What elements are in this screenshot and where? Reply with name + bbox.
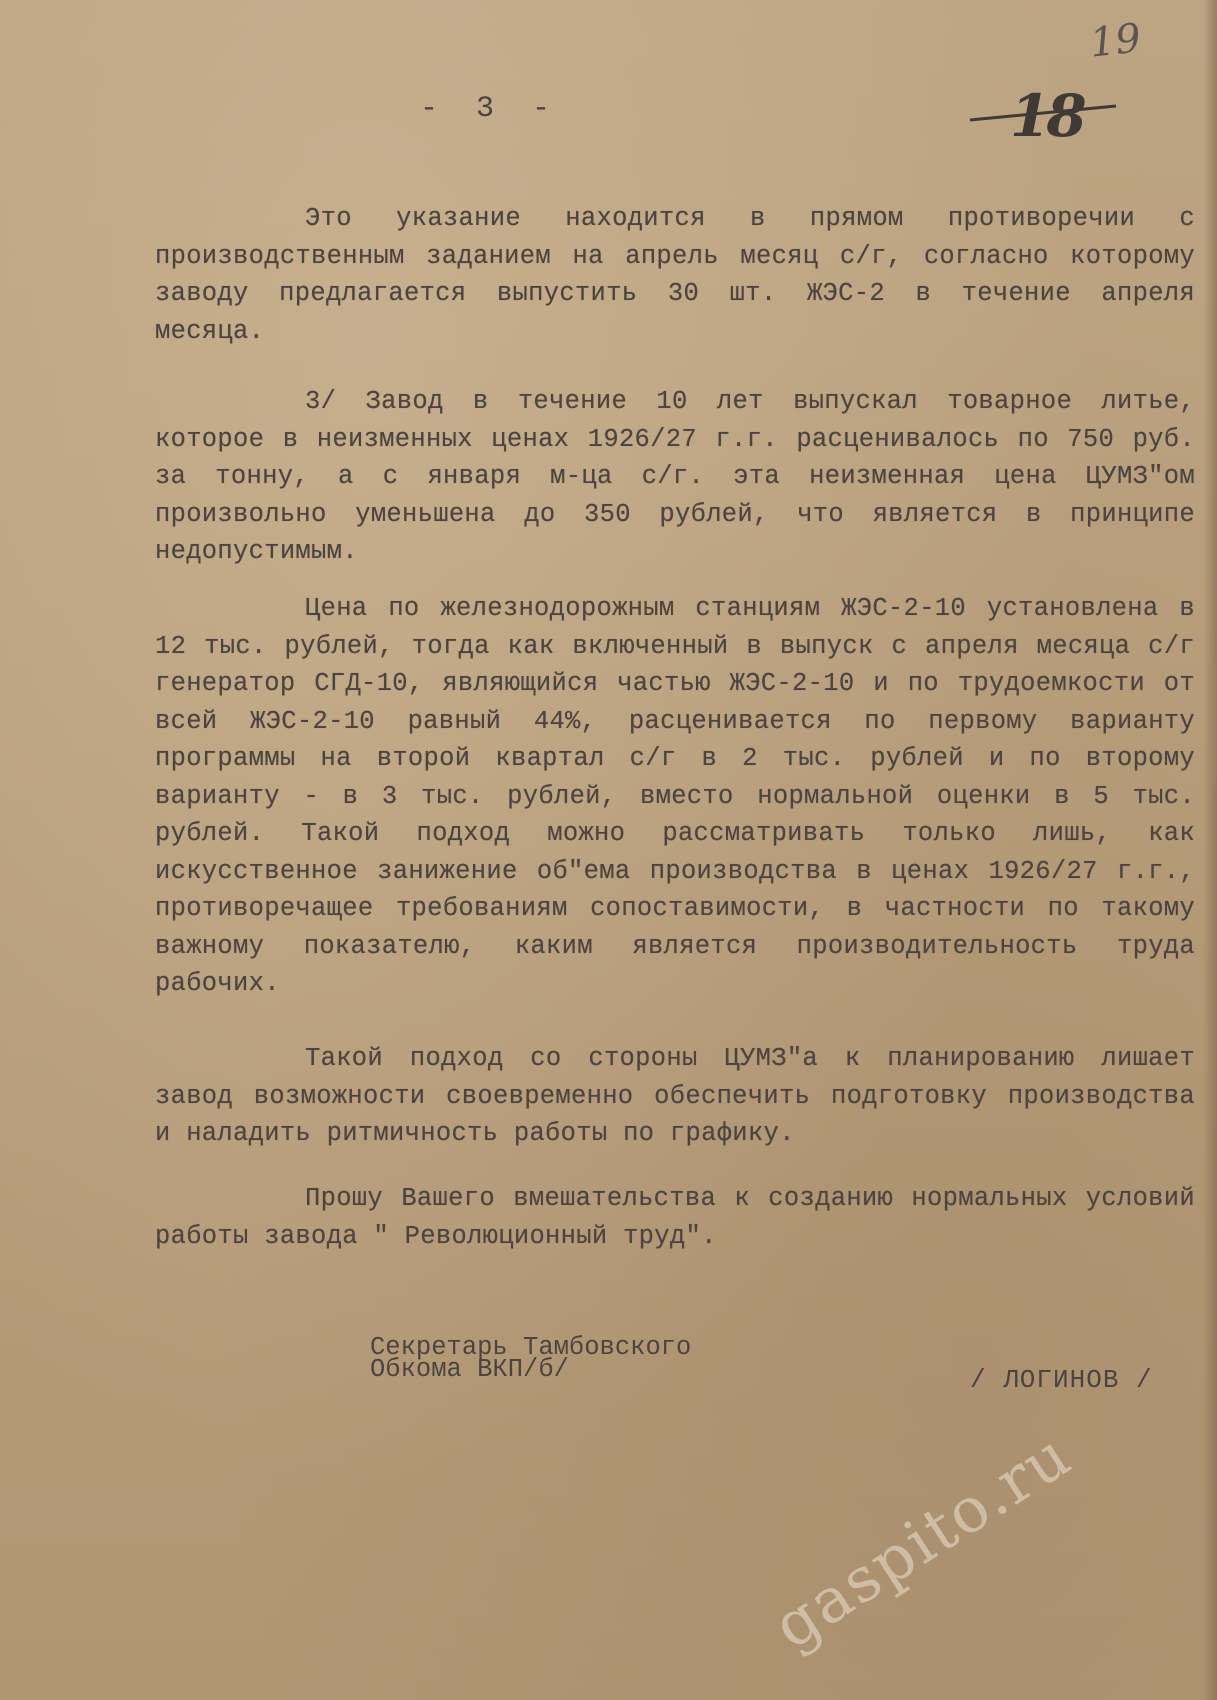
archive-sheet-number: 19: [1087, 15, 1144, 67]
signatory-name: / ЛОГИНОВ /: [970, 1365, 1153, 1395]
page-edge-shadow: [1203, 0, 1217, 1700]
paragraph-3-text: Цена по железнодорожным станциям ЖЭС-2-10 установлена в 12 тыс. рублей, тогда как включенный в выпуск с апреля месяца с/г генератор СГД-10, являющийся частью ЖЭС-2-10 и по трудоемкости от всей ЖЭС-2-10 равный 44%, расценивается по первому варианту программы на второй квартал с/г в 2 тыс. рублей и по второму варианту - в 3 тыс. рублей, вместо нормальной оценки в 5 тыс. рублей. Такой подход можно рассматривать только лишь, как искусственное занижение об"ема производства в ценах 1926/27 г.г., противоречащее требованиям сопоставимости, в частности по такому важному показателю, каким является производительность труда рабочих.: [155, 594, 1195, 998]
page-number: - 3 -: [420, 92, 561, 126]
paragraph-3: [155, 590, 1195, 1003]
paragraph-5: [155, 1180, 1195, 1255]
watermark: gaspito.ru: [760, 1417, 1084, 1663]
signatory-title-line-1: Секретарь Тамбовского: [370, 1333, 692, 1362]
paragraph-2-text: 3/ Завод в течение 10 лет выпускал товарное литье, которое в неизменных ценах 1926/27 г.г. расценивалось по 750 руб. за тонну, а с января м-ца с/г. эта неизменная цена ЦУМЗ"ом произвольно уменьшена до 350 рублей, что является в принципе недопустимым.: [155, 387, 1195, 566]
paragraph-4-text: Такой подход со стороны ЦУМЗ"а к планированию лишает завод возможности своевременно обеспечить подготовку производства и наладить ритмичность работы по графику.: [155, 1044, 1195, 1148]
paragraph-5-text: Прошу Вашего вмешательства к созданию нормальных условий работы завода " Революционный труд".: [155, 1184, 1195, 1251]
paragraph-2: [155, 383, 1195, 571]
paragraph-4: [155, 1040, 1195, 1153]
paragraph-1: [155, 200, 1195, 350]
signatory-title-line-2: Обкома ВКП/б/: [370, 1355, 569, 1384]
crossed-out-sheet-number: 18: [1010, 82, 1083, 150]
signatory-title: [370, 1333, 730, 1384]
strike-through-mark: [966, 100, 1126, 160]
paragraph-1-text: Это указание находится в прямом противоречии с производственным заданием на апрель месяц с/г, согласно которому заводу предлагается выпустить 30 шт. ЖЭС-2 в течение апреля месяца.: [155, 204, 1195, 346]
